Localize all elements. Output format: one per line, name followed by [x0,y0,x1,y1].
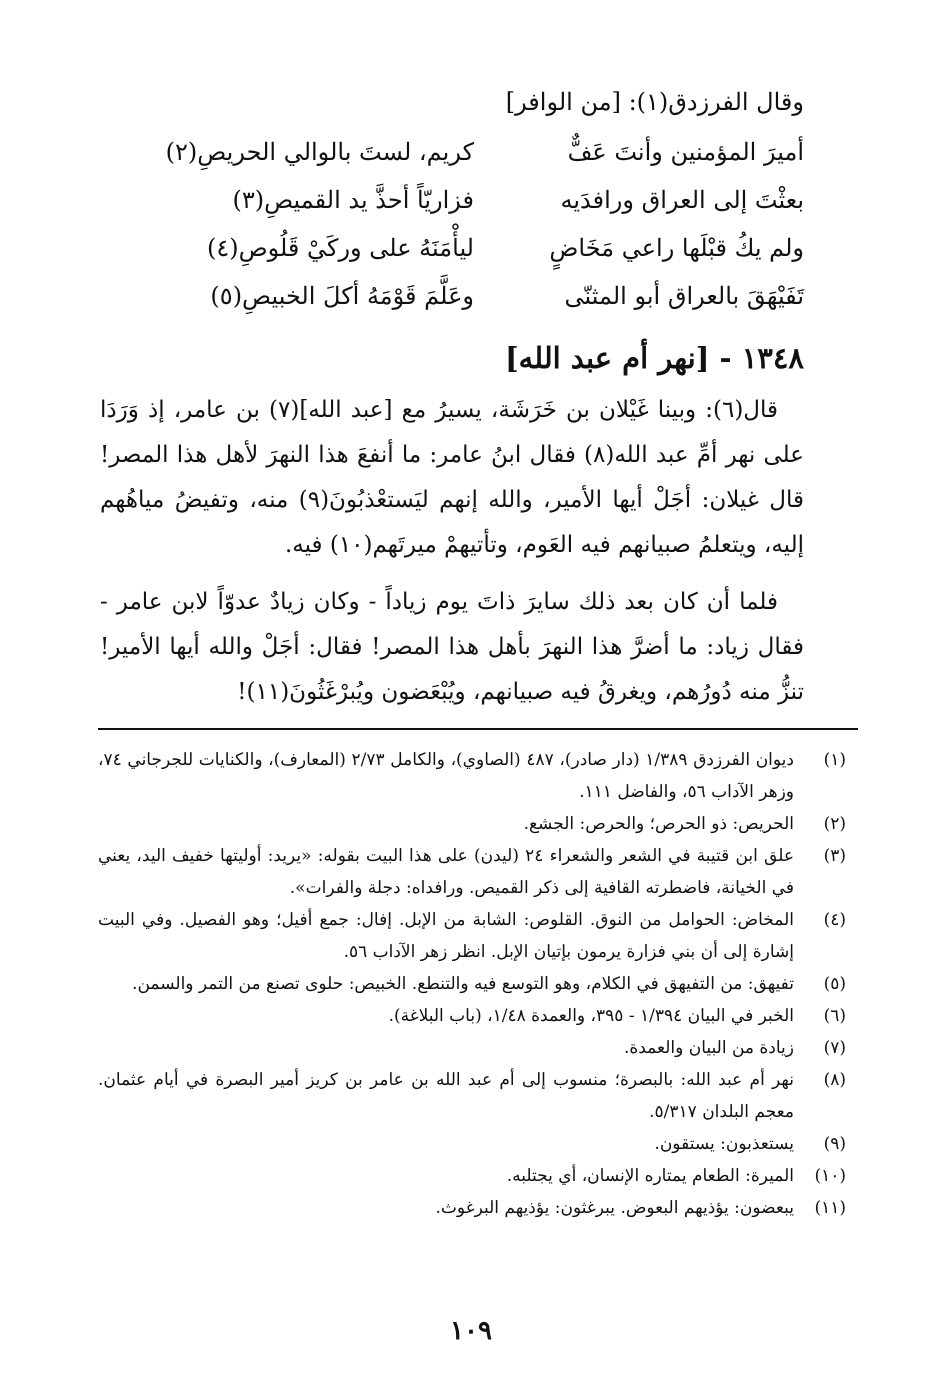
footnotes [98,744,846,1224]
footnote-number: (٧) [823,1038,846,1058]
verse [104,128,804,176]
body-paragraph: فلما أن كان بعد ذلك سايرَ ذاتَ يوم زياداً - وكان زيادٌ عدوّاً لابن عامر - فقال زياد: ما أضرَّ هذا النهرَ بأهل هذا المصر! فقال: أجَلْ والله أيها الأمير! تنزُّ منه دُورُهم، ويغرقُ فيه صبيانهم، ويُبْعَضون ويُبرْغَثُونَ(١١)! [100,589,804,705]
footnote-text: الخبر في البيان ١/٣٩٤ - ٣٩٥، والعمدة ١/٤٨، (باب البلاغة). [388,1006,794,1026]
footnote-number: (١٠) [814,1166,846,1186]
footnote-text: يستعذبون: يستقون. [654,1134,794,1154]
footnote-text: المخاض: الحوامل من النوق. القلوص: الشابة من الإبل. إفال: جمع أفيل؛ وهو الفصيل. وفي البيت إشارة إلى أن بني فزارة يرمون بإتيان الإبل. انظر زهر الآداب ٥٦. [98,910,794,962]
poem-verses [104,128,804,320]
section-heading: ١٣٤٨ - [نهر أم عبد الله] [504,341,804,375]
footnote-text: ديوان الفرزدق ١/٣٨٩ (دار صادر)، ٤٨٧ (الصاوي)، والكامل ٢/٧٣ (المعارف)، والكنايات للجرجاني ٧٤، وزهر الآداب ٥٦، والفاضل ١١١. [98,750,794,802]
footnote-text: نهر أم عبد الله: بالبصرة؛ منسوب إلى أم عبد الله بن عامر بن كريز أمير البصرة في أيام عثمان. معجم البلدان ٥/٣١٧. [98,1070,794,1122]
footnote [98,744,846,808]
footnote-number: (١) [823,750,846,770]
verse [104,176,804,224]
poem-intro: وقال الفرزدق(١): [من الوافر] [505,88,804,116]
verse-first-hemistich: تَفَيْهَقَ بالعراق أبو المثنّى [564,282,804,310]
footnote [98,1064,846,1128]
footnote-separator [98,728,858,730]
verse-first-hemistich: أميرَ المؤمنين وأنتَ عَفٌّ [567,138,804,166]
footnote-number: (٣) [823,846,846,866]
footnote-number: (١١) [814,1198,846,1218]
verse-second-hemistich: فزاريّاً أحذَّ يد القميصِ(٣) [232,186,474,214]
page-number: ١٠٩ [450,1316,492,1346]
footnote [98,808,846,840]
verse-second-hemistich: ليأْمَنَهُ على وركَيْ قَلُوصِ(٤) [206,234,474,262]
footnote-text: زيادة من البيان والعمدة. [623,1038,794,1058]
verse-second-hemistich: وعَلَّمَ قَوْمَهُ أكلَ الخبيصِ(٥) [210,282,474,310]
footnote-number: (٨) [823,1070,846,1090]
footnote-number: (٤) [823,910,846,930]
verse-first-hemistich: ولم يكُ قبْلَها راعي مَخَاضٍ [549,234,804,262]
footnote-text: تفيهق: من التفيهق في الكلام، وهو التوسع فيه والتنطع. الخبيص: حلوى تصنع من التمر والسمن. [132,974,794,994]
footnote [98,1000,846,1032]
footnote-text: علق ابن قتيبة في الشعر والشعراء ٢٤ (ليدن) على هذا البيت بقوله: «يريد: أوليتها خفيف اليد، يعني في الخيانة، فاضطرته القافية إلى ذكر القميص. ورافداه: دجلة والفرات». [98,846,794,898]
footnote [98,1160,846,1192]
footnote-number: (٩) [823,1134,846,1154]
footnote-number: (٢) [823,814,846,834]
footnote [98,968,846,1000]
footnote [98,1192,846,1224]
verse-second-hemistich: كريم، لستَ بالوالي الحريصِ(٢) [165,138,474,166]
footnote [98,1128,846,1160]
footnote-number: (٥) [823,974,846,994]
body-paragraph: قال(٦): وبينا غَيْلان بن خَرَشَة، يسيرُ مع [عبد الله](٧) بن عامر، إذ وَرَدَا على نهر أمِّ عبد الله(٨) فقال ابنُ عامر: ما أنفعَ هذا النهرَ لأهل هذا المصر! قال غيلان: أجَلْ أيها الأمير، والله إنهم ليَستعْذبُونَ(٩) منه، وتفيضُ مياهُهم إليه، ويتعلمُ صبيانهم فيه العَوم، وتأتيهمْ ميرتَهم(١٠) فيه. [100,397,804,558]
verse [104,224,804,272]
footnote-text: يبعضون: يؤذيهم البعوض. يبرغثون: يؤذيهم البرغوث. [435,1198,794,1218]
footnote [98,904,846,968]
footnote-text: الميرة: الطعام يمتاره الإنسان، أي يجتلبه. [506,1166,794,1186]
footnote-number: (٦) [823,1006,846,1026]
footnote [98,840,846,904]
footnote [98,1032,846,1064]
verse-first-hemistich: بعثْتَ إلى العراق ورافدَيه [560,186,804,214]
verse [104,272,804,320]
footnote-text: الحريص: ذو الحرص؛ والحرص: الجشع. [523,814,794,834]
